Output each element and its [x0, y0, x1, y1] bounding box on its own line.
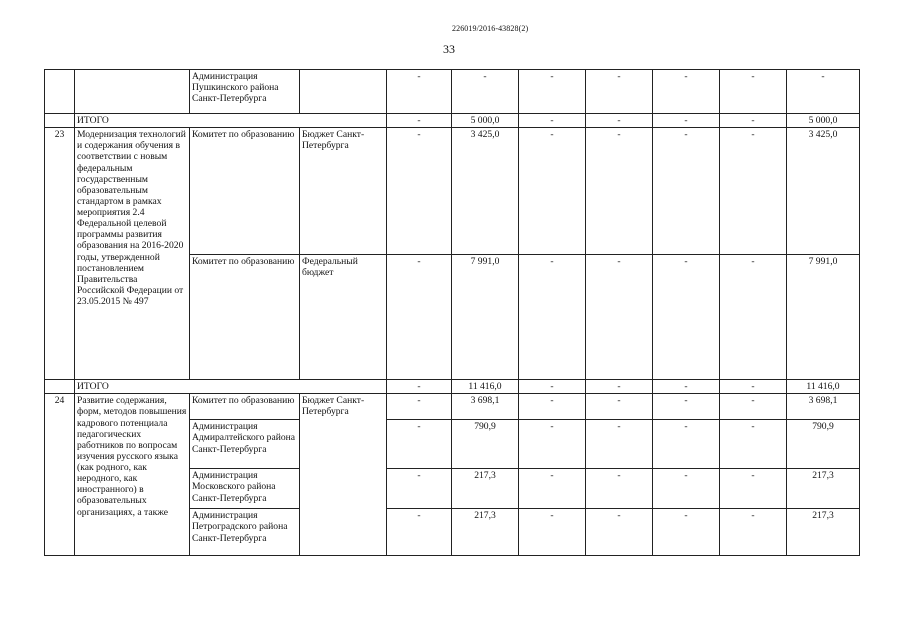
value-cell: 3 698,1 — [452, 394, 519, 420]
value-cell: - — [586, 128, 653, 255]
value-cell: - — [720, 128, 787, 255]
page-number: 33 — [443, 42, 455, 56]
row-number-cell: 24 — [45, 394, 75, 556]
table-row — [45, 394, 860, 420]
value-cell: - — [519, 420, 586, 469]
executor-cell: Администрация Московского района Санкт-Петербурга — [190, 469, 300, 509]
value-cell: - — [519, 255, 586, 380]
value-cell: - — [519, 380, 586, 394]
value-cell: - — [387, 128, 452, 255]
value-cell: - — [387, 469, 452, 509]
total-label: ИТОГО — [75, 114, 387, 128]
value-cell: - — [452, 70, 519, 114]
executor-cell: Комитет по образованию — [190, 394, 300, 420]
value-cell: - — [519, 70, 586, 114]
value-cell: - — [586, 255, 653, 380]
value-cell: - — [653, 380, 720, 394]
value-cell: - — [387, 380, 452, 394]
value-cell: - — [586, 114, 653, 128]
value-cell: - — [720, 394, 787, 420]
value-cell: 3 698,1 — [787, 394, 860, 420]
value-cell: 3 425,0 — [787, 128, 860, 255]
value-cell: - — [586, 509, 653, 556]
value-cell: 5 000,0 — [452, 114, 519, 128]
value-cell: - — [653, 469, 720, 509]
value-cell: 5 000,0 — [787, 114, 860, 128]
value-cell: - — [653, 70, 720, 114]
value-cell: - — [387, 509, 452, 556]
measure-name-cell: Развитие содержания, форм, методов повышения кадрового потенциала педагогических работников по вопросам изучения русского языка (как родного, как неродного, как иностранного) в образовательных организациях, а также — [75, 394, 190, 556]
value-cell: - — [653, 509, 720, 556]
value-cell: - — [586, 469, 653, 509]
value-cell: 217,3 — [452, 509, 519, 556]
executor-cell: Администрация Пушкинского района Санкт-Петербурга — [190, 70, 300, 114]
value-cell: 217,3 — [452, 469, 519, 509]
value-cell: - — [519, 394, 586, 420]
value-cell: - — [519, 128, 586, 255]
measure-name-cell — [75, 70, 190, 114]
value-cell: - — [653, 394, 720, 420]
value-cell: 217,3 — [787, 509, 860, 556]
value-cell: - — [519, 114, 586, 128]
funding-source-cell: Федеральный бюджет — [300, 255, 387, 380]
value-cell: 7 991,0 — [452, 255, 519, 380]
value-cell: - — [519, 509, 586, 556]
value-cell: 11 416,0 — [452, 380, 519, 394]
value-cell: 217,3 — [787, 469, 860, 509]
total-row — [45, 114, 860, 128]
funding-source-cell: Бюджет Санкт-Петербурга — [300, 394, 387, 556]
total-row — [45, 380, 860, 394]
value-cell: - — [387, 394, 452, 420]
value-cell: - — [720, 70, 787, 114]
value-cell: 790,9 — [787, 420, 860, 469]
funding-source-cell — [300, 70, 387, 114]
value-cell: 7 991,0 — [787, 255, 860, 380]
value-cell: - — [653, 128, 720, 255]
value-cell: 11 416,0 — [787, 380, 860, 394]
document-number: 226019/2016-43828(2) — [452, 24, 529, 33]
value-cell: - — [720, 469, 787, 509]
value-cell: - — [787, 70, 860, 114]
value-cell: - — [519, 469, 586, 509]
measure-name-cell: Модернизация технологий и содержания обучения в соответствии с новым федеральным государственным образовательным стандартом в рамках мероприятия 2.4 Федеральной целевой программы развития образования на 2016-2020 годы, утвержденной постановлением Правительства Российской Федерации от 23.05.2015 № 497 — [75, 128, 190, 380]
value-cell: - — [653, 255, 720, 380]
value-cell: - — [387, 114, 452, 128]
table-row — [45, 128, 860, 255]
value-cell: - — [387, 70, 452, 114]
funding-source-cell: Бюджет Санкт-Петербурга — [300, 128, 387, 255]
value-cell: - — [720, 420, 787, 469]
value-cell: - — [387, 255, 452, 380]
table-row — [45, 70, 860, 114]
value-cell: 3 425,0 — [452, 128, 519, 255]
value-cell: - — [720, 380, 787, 394]
row-number-cell: 23 — [45, 128, 75, 380]
executor-cell: Комитет по образованию — [190, 128, 300, 255]
value-cell: - — [720, 255, 787, 380]
value-cell: - — [586, 70, 653, 114]
executor-cell: Администрация Адмиралтейского района Санкт-Петербурга — [190, 420, 300, 469]
value-cell: - — [586, 380, 653, 394]
value-cell: - — [720, 509, 787, 556]
value-cell: - — [387, 420, 452, 469]
value-cell: - — [720, 114, 787, 128]
value-cell: - — [653, 420, 720, 469]
value-cell: - — [653, 114, 720, 128]
total-label: ИТОГО — [75, 380, 387, 394]
row-number-cell — [45, 70, 75, 114]
budget-table — [44, 69, 860, 556]
value-cell: - — [586, 420, 653, 469]
executor-cell: Комитет по образованию — [190, 255, 300, 380]
value-cell: - — [586, 394, 653, 420]
executor-cell: Администрация Петроградского района Санкт-Петербурга — [190, 509, 300, 556]
value-cell: 790,9 — [452, 420, 519, 469]
